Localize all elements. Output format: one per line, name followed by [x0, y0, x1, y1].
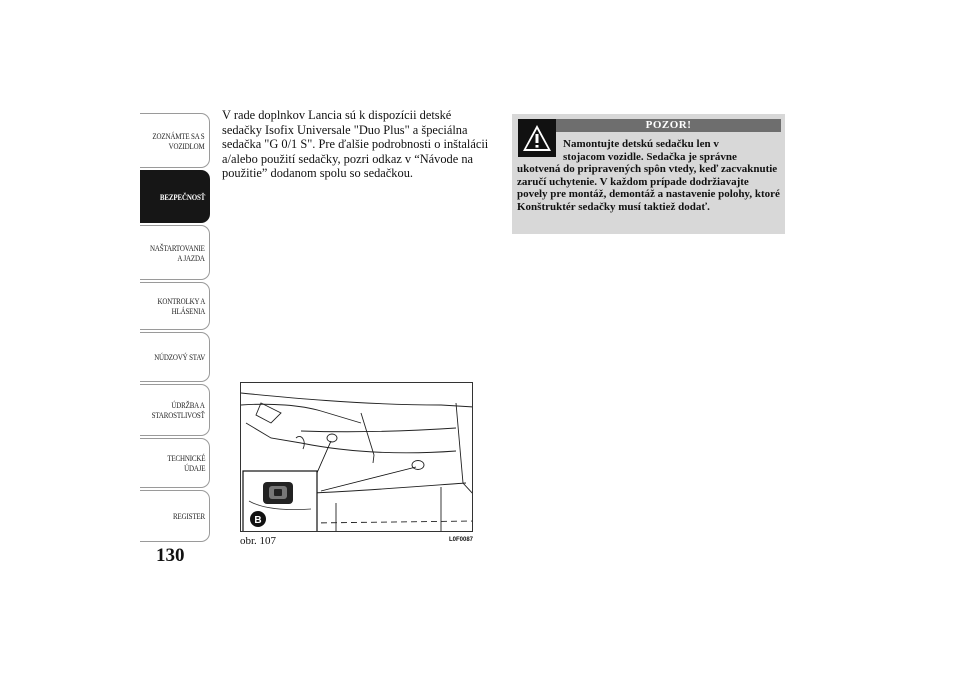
- isofix-illustration: [241, 383, 473, 532]
- tab-starting-driving[interactable]: [140, 225, 210, 280]
- warning-box: [512, 114, 785, 234]
- figure-caption: obr. 107: [240, 535, 277, 547]
- tab-emergency[interactable]: [140, 332, 210, 382]
- tab-safety[interactable]: [140, 170, 210, 223]
- tab-label: BEZPEČNOSŤ: [159, 191, 205, 202]
- tab-label: TECHNICKÉ ÚDAJE: [166, 453, 205, 473]
- warning-line-1: Namontujte detskú sedačku len v: [563, 138, 719, 150]
- tab-label: NAŠTARTOVANIE A JAZDA: [150, 242, 205, 263]
- tab-label: KONTROLKY A HLÁSENIA: [157, 296, 205, 316]
- tab-warning-lights[interactable]: [140, 282, 210, 330]
- warning-title: POZOR!: [556, 119, 781, 132]
- figure-isofix-anchors: [240, 382, 473, 532]
- figure-code: L0F0087: [449, 537, 474, 543]
- callout-b-label: B: [254, 515, 262, 526]
- tab-label: NÚDZOVÝ STAV: [154, 352, 205, 362]
- tab-label: REGISTER: [173, 511, 205, 521]
- page-number: 130: [156, 545, 185, 566]
- tab-index[interactable]: [140, 490, 210, 542]
- warning-text: [517, 138, 782, 214]
- tab-vehicle[interactable]: [140, 113, 210, 168]
- tab-maintenance[interactable]: [140, 384, 210, 436]
- warning-line-2: stojacom vozidle. Sedačka je správne: [563, 150, 737, 163]
- tab-label: ZOZNÁMTE SA S VOZIDLOM: [152, 130, 205, 151]
- tab-label: ÚDRŽBA A STAROSTLIVOSŤ: [151, 400, 205, 420]
- warning-line-rest: ukotvená do pripravených spôn vtedy, keď zacvaknutie zaručí uchytenie. V každom prípade dodržiavajte povely pre montáž, demontáž a nastavenie polohy, ktoré Konštruktér sedačky musí taktiež dodať.: [517, 163, 780, 213]
- body-paragraph: V rade doplnkov Lancia sú k dispozícii detské sedačky Isofix Universale "Duo Plus" a špeciálna sedačka "G 0/1 S". Pre ďalšie podrobnosti o inštalácii a/alebo použití sedačky, pozri odkaz v “Návode na použitie” dodanom spolu so sedačkou.: [222, 108, 489, 181]
- tab-technical-data[interactable]: [140, 438, 210, 488]
